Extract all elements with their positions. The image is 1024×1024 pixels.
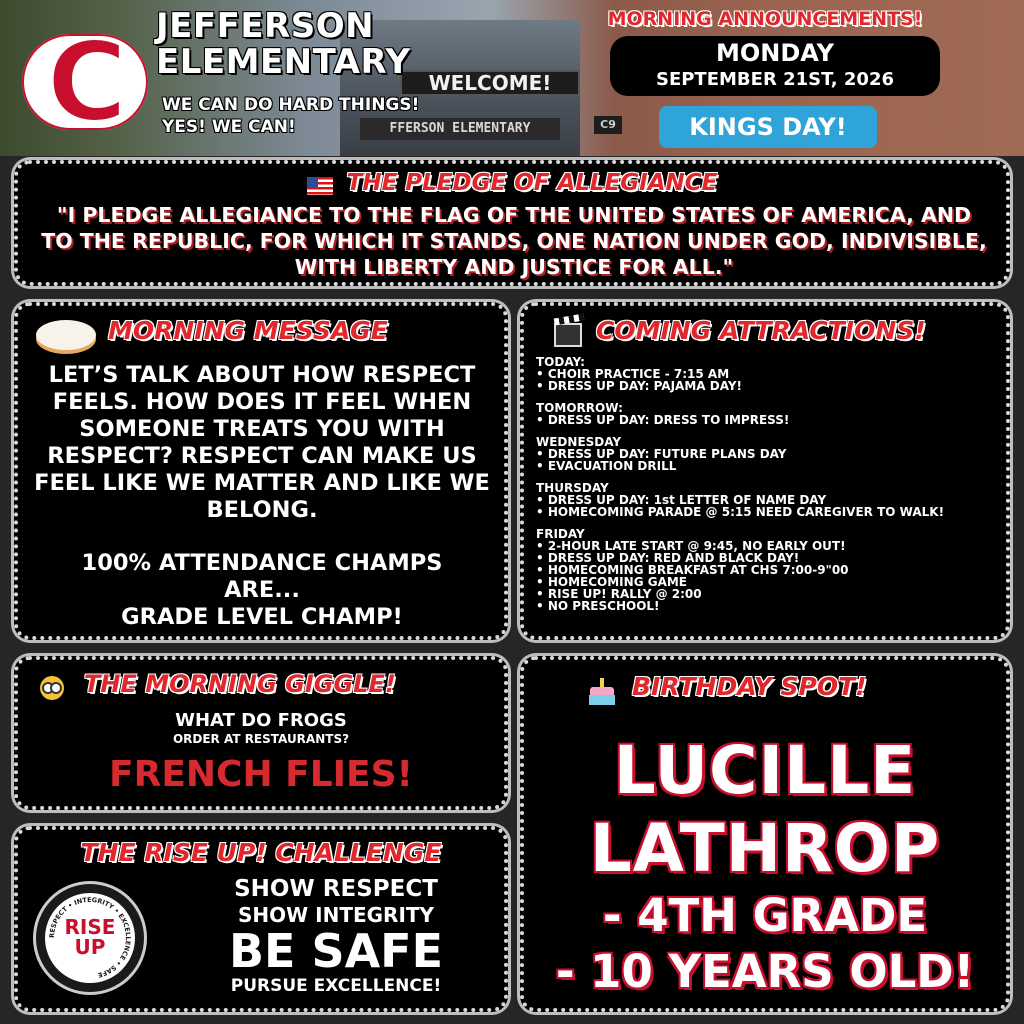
event-item: • DRESS UP DAY: FUTURE PLANS DAY bbox=[536, 447, 787, 461]
event-item: • EVACUATION DRILL bbox=[536, 459, 677, 473]
theme-day-badge: KINGS DAY! bbox=[659, 106, 877, 148]
morning-message-panel bbox=[14, 302, 508, 640]
event-item: • RISE UP! RALLY @ 2:00 bbox=[536, 587, 702, 601]
day-block-today bbox=[536, 356, 1004, 392]
giggle-title-row bbox=[40, 670, 396, 700]
birthday-name bbox=[524, 732, 1006, 888]
room-tag: C9 bbox=[594, 116, 622, 134]
event-item: • HOMECOMING BREAKFAST AT CHS 7:00-9"00 bbox=[536, 563, 849, 577]
event-item: • DRESS UP DAY: RED AND BLACK DAY! bbox=[536, 551, 800, 565]
birthday-panel bbox=[520, 656, 1010, 1012]
pledge-panel bbox=[14, 160, 1010, 286]
pledge-title: THE PLEDGE OF ALLEGIANCE bbox=[346, 170, 718, 196]
birthday-first-name: LUCILLE bbox=[613, 732, 917, 809]
date: SEPTEMBER 21ST, 2026 bbox=[655, 69, 894, 90]
events-list bbox=[536, 356, 1004, 612]
speech-bubble-icon bbox=[36, 320, 96, 350]
rise-up-panel bbox=[14, 826, 508, 1012]
day-label: THURSDAY bbox=[536, 481, 609, 495]
us-flag-icon bbox=[307, 177, 333, 195]
motto-line1: WE CAN DO HARD THINGS! bbox=[162, 95, 420, 115]
morning-giggle-panel bbox=[14, 656, 508, 810]
joke-answer: FRENCH FLIES! bbox=[109, 754, 413, 795]
rise-up-title-row bbox=[18, 838, 504, 867]
badge-word2: UP bbox=[74, 935, 106, 959]
motto-line2: YES! WE CAN! bbox=[162, 117, 296, 137]
pledge-title-row bbox=[18, 170, 1006, 196]
monocle-face-icon bbox=[40, 676, 64, 700]
day-of-week: MONDAY bbox=[716, 39, 834, 67]
logo-letter: C bbox=[46, 18, 124, 146]
building-name-sign: FFERSON ELEMENTARY bbox=[360, 118, 560, 140]
day-label: TODAY: bbox=[536, 355, 585, 369]
event-item: • HOMECOMING PARADE @ 5:15 NEED CAREGIVER TO WALK! bbox=[536, 505, 945, 519]
badge-word bbox=[45, 917, 135, 957]
event-item: • DRESS UP DAY: DRESS TO IMPRESS! bbox=[536, 413, 790, 427]
day-label: WEDNESDAY bbox=[536, 435, 622, 449]
attendance-line3: GRADE LEVEL CHAMP! bbox=[121, 604, 403, 630]
rise-up-title: THE RISE UP! CHALLENGE bbox=[80, 838, 442, 867]
morning-message-title: MORNING MESSAGE bbox=[108, 316, 388, 345]
day-block-thursday bbox=[536, 482, 1004, 518]
birthday-cake-icon bbox=[588, 677, 616, 705]
challenge-line1: SHOW RESPECT bbox=[234, 876, 438, 902]
school-name bbox=[156, 8, 410, 80]
school-name-line2: ELEMENTARY bbox=[156, 42, 411, 82]
day-block-tomorrow bbox=[536, 402, 1004, 426]
coming-attractions-panel bbox=[520, 302, 1010, 640]
birthday-title-row bbox=[588, 672, 867, 705]
morning-message-text: LET’S TALK ABOUT HOW RESPECT FEELS. HOW DOES IT FEEL WHEN SOMEONE TREATS YOU WITH RESPECT? RESPECT CAN MAKE US FEEL LIKE WE MATTER AND LIKE WE BELONG. bbox=[34, 362, 490, 523]
rise-up-badge bbox=[36, 884, 144, 992]
attendance-champs bbox=[34, 550, 490, 631]
joke-question-line1: WHAT DO FROGS bbox=[175, 710, 347, 731]
event-item: • DRESS UP DAY: 1st LETTER OF NAME DAY bbox=[536, 493, 827, 507]
joke-question-line2: ORDER AT RESTAURANTS? bbox=[172, 732, 350, 746]
day-label: TOMORROW: bbox=[536, 401, 623, 415]
attendance-line1: 100% ATTENDANCE CHAMPS bbox=[81, 550, 443, 576]
event-item: • NO PRESCHOOL! bbox=[536, 599, 660, 613]
date-box bbox=[610, 36, 940, 96]
welcome-sign: WELCOME! bbox=[400, 70, 580, 96]
event-item: • 2-HOUR LATE START @ 9:45, NO EARLY OUT! bbox=[536, 539, 846, 553]
day-block-friday bbox=[536, 528, 1004, 612]
pledge-text: "I PLEDGE ALLEGIANCE TO THE FLAG OF THE UNITED STATES OF AMERICA, AND TO THE REPUBLIC, FOR WHICH IT STANDS, ONE NATION UNDER GOD, INDIVISIBLE, WITH LIBERTY AND JUSTICE FOR ALL." bbox=[41, 203, 987, 279]
birthday-title: BIRTHDAY SPOT! bbox=[632, 672, 867, 701]
day-block-wednesday bbox=[536, 436, 1004, 472]
challenge-line4: PURSUE EXCELLENCE! bbox=[230, 976, 442, 996]
school-motto bbox=[162, 94, 419, 138]
day-label: FRIDAY bbox=[536, 527, 585, 541]
birthday-info bbox=[524, 888, 1006, 1000]
announcements-title: MORNING ANNOUNCEMENTS! bbox=[607, 8, 923, 30]
school-name-line1: JEFFERSON bbox=[156, 6, 375, 46]
coming-attractions-title: COMING ATTRACTIONS! bbox=[596, 316, 926, 345]
badge-ring-text: RESPECT • INTEGRITY • EXCELLENCE • SAFE bbox=[47, 895, 133, 980]
school-logo bbox=[22, 18, 148, 146]
clapperboard-icon bbox=[554, 323, 582, 347]
birthday-age: - 10 YEARS OLD! bbox=[555, 945, 975, 998]
challenge-line3: BE SAFE bbox=[228, 924, 444, 978]
birthday-grade: - 4TH GRADE bbox=[602, 889, 928, 942]
morning-message-title-row bbox=[36, 316, 388, 350]
coming-attractions-title-row bbox=[554, 316, 926, 347]
birthday-last-name: LATHROP bbox=[589, 810, 941, 887]
rise-up-challenge-lines bbox=[176, 876, 496, 997]
badge-word1: RISE bbox=[64, 915, 116, 939]
event-item: • HOMECOMING GAME bbox=[536, 575, 687, 589]
attendance-line2: ARE... bbox=[224, 577, 300, 603]
event-item: • CHOIR PRACTICE - 7:15 AM bbox=[536, 367, 730, 381]
giggle-title: THE MORNING GIGGLE! bbox=[84, 670, 396, 698]
challenge-line2: SHOW INTEGRITY bbox=[237, 903, 435, 927]
event-item: • DRESS UP DAY: PAJAMA DAY! bbox=[536, 379, 743, 393]
header-banner bbox=[0, 0, 1024, 156]
